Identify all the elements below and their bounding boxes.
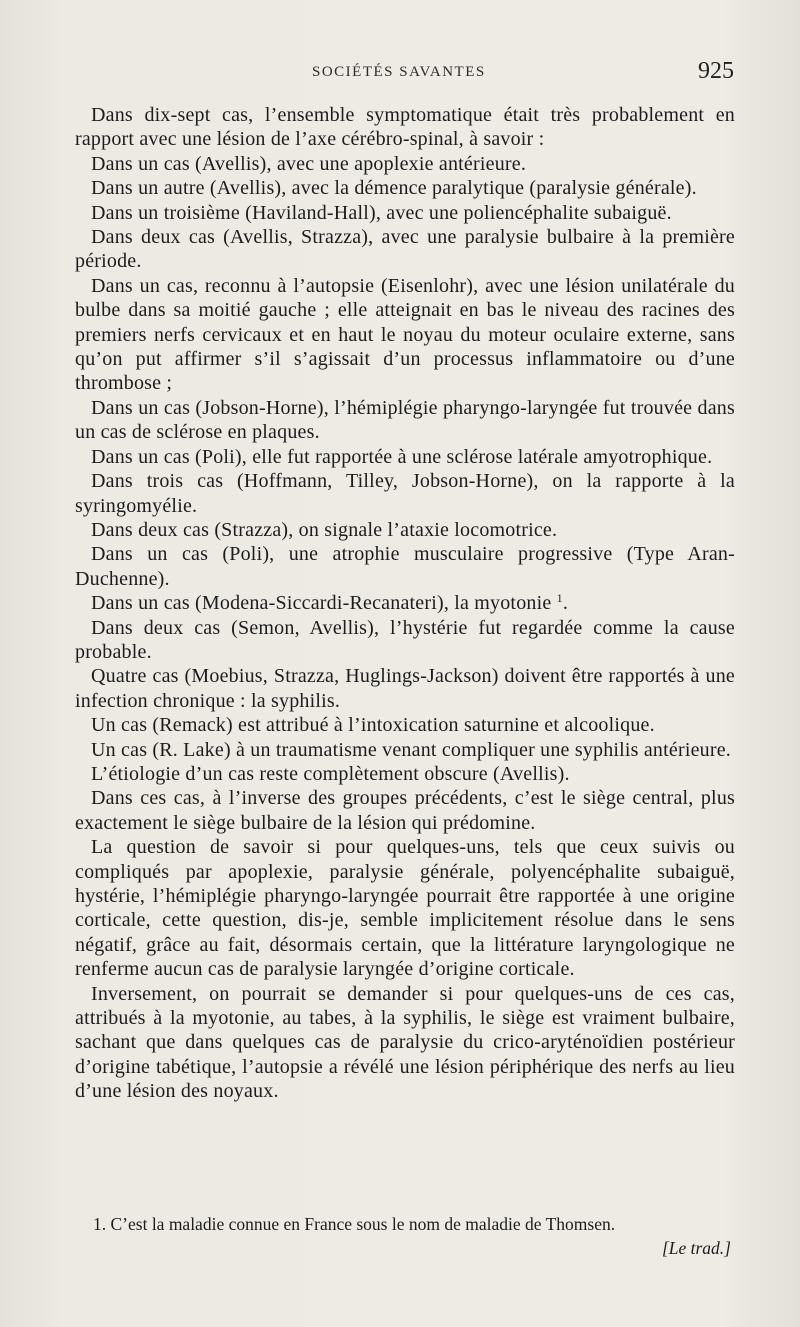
paragraph: Dans un cas (Avellis), avec une apoplexie antérieure. — [91, 152, 527, 175]
footnote — [93, 1212, 733, 1260]
body-text — [75, 103, 735, 1104]
paragraph: La question de savoir si pour quelques-uns, tels que ceux suivis ou compliqués par apoplexie, paralysie générale, polyencéphalite subaiguë, hystérie, l’hémiplégie pharyngo-laryngée pourrait être rapportée à une origine corticale, cette question, dis-je, semble implicitement résolue dans le sens négatif, grâce au fait, désormais certain, que la littérature laryngologique ne renferme aucun cas de paralysie laryngée d’origine corticale. — [75, 836, 735, 981]
paragraph: Dans un cas (Jobson-Horne), l’hémiplégie pharyngo-laryngée fut trouvée dans un cas de sclérose en plaques. — [75, 396, 735, 444]
paragraph: Dans deux cas (Avellis, Strazza), avec une paralysie bulbaire à la première période. — [75, 226, 735, 273]
running-head — [0, 58, 800, 88]
paragraph: Dans un cas, reconnu à l’autopsie (Eisenlohr), avec une lésion unilatérale du bulbe dans sa moitié gauche ; elle atteignait en bas le niveau des racines des premiers nerfs cervicaux et en haut le noyau du moteur oculaire externe, sans qu’on put affirmer s’il s’agissait d’un processus inflammatoire ou d’une thrombose ; — [75, 274, 735, 395]
paragraph: Dans deux cas (Semon, Avellis), l’hystérie fut regardée comme la cause probable. — [75, 616, 735, 663]
paragraph: Dans un cas (Poli), elle fut rapportée à une sclérose latérale amyotrophique. — [91, 445, 713, 468]
paragraph: Un cas (Remack) est attribué à l’intoxication saturnine et alcoolique. — [91, 714, 655, 737]
paragraph: Dans ces cas, à l’inverse des groupes précédents, c’est le siège central, plus exactement le siège bulbaire de la lésion qui prédomine. — [75, 787, 735, 834]
paragraph: Inversement, on pourrait se demander si pour quelques-uns de ces cas, attribués à la myotonie, au tabes, à la syphilis, le siège est vraiment bulbaire, sachant que dans quelques cas de paralysie du crico-aryténoïdien postérieur d’origine tabétique, l’autopsie a révélé une lésion périphérique des nerfs au lieu d’une lésion des noyaux. — [75, 982, 735, 1103]
running-head-title: SOCIÉTÉS SAVANTES — [312, 64, 486, 80]
footnote-text: C’est la maladie connue en France sous le nom de maladie de Thomsen. — [110, 1214, 616, 1234]
paragraph: Dans un troisième (Haviland-Hall), avec une poliencéphalite subaiguë. — [91, 201, 672, 224]
paragraph-text: Dans un cas (Modena-Siccardi-Recanateri), la myotonie — [91, 592, 552, 615]
paragraph: Dans deux cas (Strazza), on signale l’ataxie locomotrice. — [91, 518, 558, 541]
translator-signature: [Le trad.] — [661, 1238, 731, 1258]
paragraph-end: . — [562, 592, 569, 615]
paragraph: Dans trois cas (Hoffmann, Tilley, Jobson-Horne), on la rapporte à la syringomyélie. — [75, 470, 735, 517]
footnote-line — [93, 1212, 733, 1236]
paragraph: Un cas (R. Lake) à un traumatisme venant compliquer une syphilis antérieure. — [91, 738, 731, 761]
paragraph: Dans un cas (Poli), une atrophie musculaire progressive (Type Aran-Duchenne). — [75, 543, 735, 590]
paragraph-with-footnote — [75, 591, 735, 615]
paragraph: Dans un autre (Avellis), avec la démence paralytique (paralysie générale). — [91, 177, 697, 200]
paragraph: Quatre cas (Moebius, Strazza, Huglings-Jackson) doivent être rapportés à une infection chronique : la syphilis. — [75, 665, 735, 712]
paragraph: Dans dix-sept cas, l’ensemble symptomatique était très probablement en rapport avec une lésion de l’axe cérébro-spinal, à savoir : — [75, 104, 735, 151]
footnote-reference[interactable]: 1 — [556, 591, 563, 606]
paragraph: L’étiologie d’un cas reste complètement obscure (Avellis). — [91, 762, 570, 785]
page-number: 925 — [698, 58, 734, 84]
footnote-number: 1. — [93, 1214, 107, 1234]
